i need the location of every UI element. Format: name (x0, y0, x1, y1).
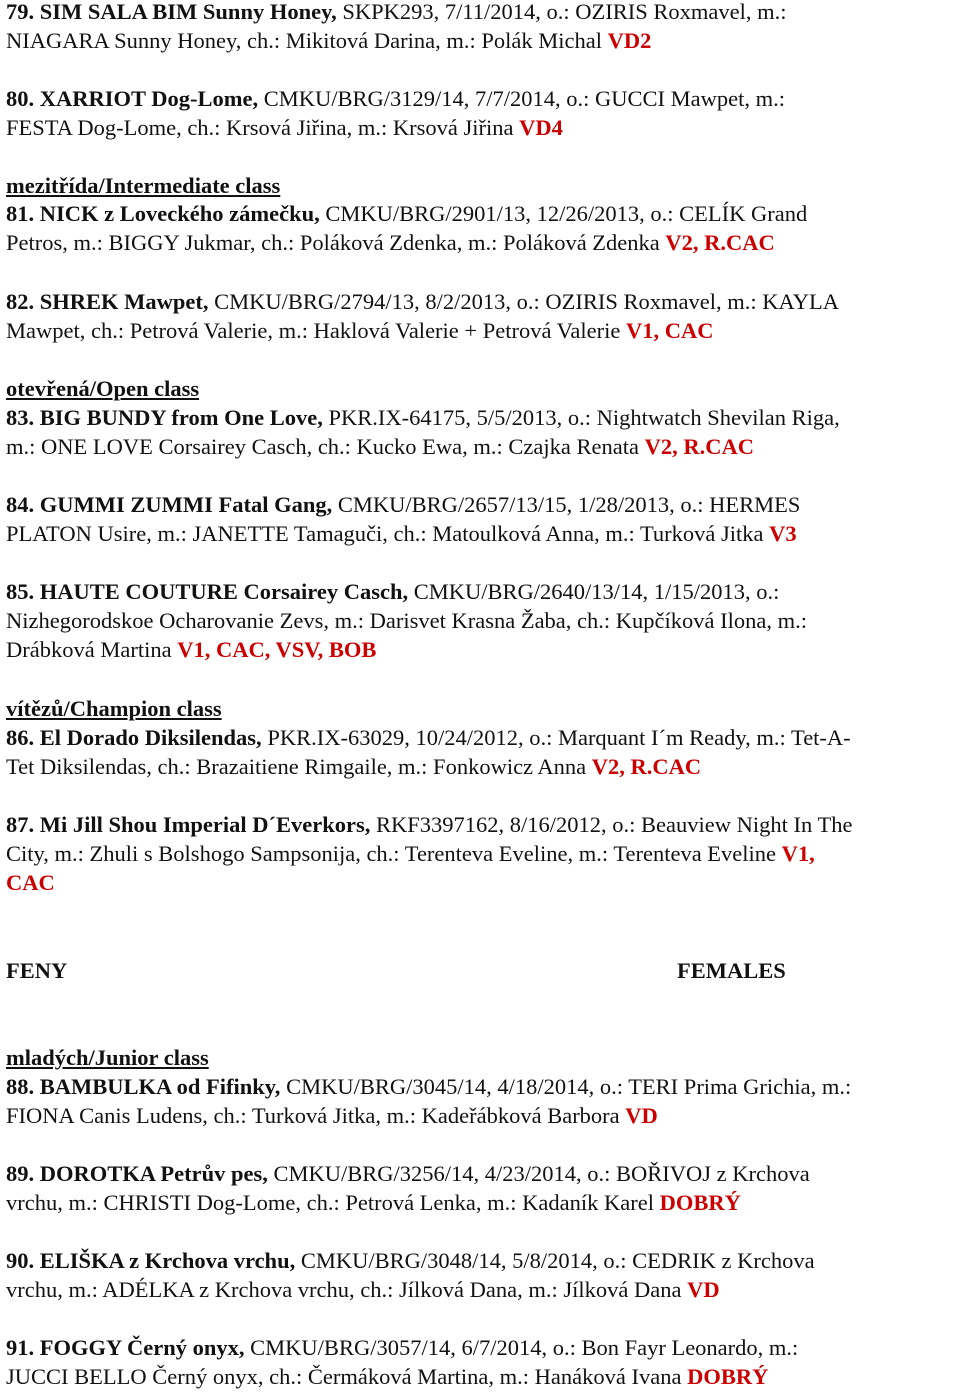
entry-87-line-1 (6, 810, 852, 839)
entry-details: CMKU/BRG/2901/13, 12/26/2013, o.: CELÍK Grand (319, 201, 808, 226)
entry-details: vrchu, m.: CHRISTI Dog-Lome, ch.: Petrová Lenka, m.: Kadaník Karel (6, 1190, 660, 1215)
entry-details: m.: ONE LOVE Corsairey Casch, ch.: Kucko Ewa, m.: Czajka Renata (6, 434, 645, 459)
dog-name: ELIŠKA z Krchova vrchu, (39, 1248, 296, 1273)
entry-details: CMKU/BRG/2640/13/14, 1/15/2013, o.: (408, 579, 780, 604)
entry-88-line-2 (6, 1101, 658, 1130)
entry-80-line-1 (6, 84, 785, 113)
dog-name: GUMMI ZUMMI Fatal Gang, (39, 492, 333, 517)
result-badge: V2, R.CAC (644, 434, 754, 459)
result-badge: V1, (781, 841, 815, 866)
entry-85-line-3 (6, 635, 376, 664)
entry-details: CMKU/BRG/3057/14, 6/7/2014, o.: Bon Fayr Leonardo, m.: (244, 1335, 799, 1360)
entry-number: 86. (6, 725, 35, 750)
entry-90-line-1 (6, 1246, 815, 1275)
result-badge: VD2 (607, 28, 652, 53)
dog-name: NICK z Loveckého zámečku, (39, 201, 320, 226)
entry-89-line-2 (6, 1188, 741, 1217)
entry-85-line-2 (6, 606, 807, 635)
dog-name: XARRIOT Dog-Lome, (39, 86, 259, 111)
entry-83-line-2 (6, 432, 754, 461)
dog-name: HAUTE COUTURE Corsairey Casch, (39, 579, 409, 604)
dog-name: FOGGY Černý onyx, (39, 1335, 245, 1360)
entry-84-line-2 (6, 519, 797, 548)
result-badge: V1, CAC (626, 318, 714, 343)
entry-details: NIAGARA Sunny Honey, ch.: Mikitová Darina, m.: Polák Michal (6, 28, 608, 53)
class-heading-junior: mladých/Junior class (6, 1045, 209, 1070)
entry-details: Tet Diksilendas, ch.: Brazaitiene Rimgaile, m.: Fonkowicz Anna (6, 754, 592, 779)
entry-number: 87. (6, 812, 35, 837)
result-badge: V2, R.CAC (665, 230, 775, 255)
entry-details: FESTA Dog-Lome, ch.: Krsová Jiřina, m.: Krsová Jiřina (6, 115, 520, 140)
entry-number: 84. (6, 492, 35, 517)
entry-number: 83. (6, 405, 35, 430)
result-badge: DOBRÝ (659, 1190, 741, 1215)
entry-details: PKR.IX-64175, 5/5/2013, o.: Nightwatch Shevilan Riga, (322, 405, 840, 430)
entry-88-line-1 (6, 1072, 851, 1101)
entry-85-line-1 (6, 577, 779, 606)
class-heading-intermediate: mezitřída/Intermediate class (6, 173, 281, 198)
dog-name: BIG BUNDY from One Love, (39, 405, 323, 430)
result-badge: VD4 (519, 115, 563, 140)
entry-number: 88. (6, 1074, 35, 1099)
entry-number: 82. (6, 289, 35, 314)
entry-details: JUCCI BELLO Černý onyx, ch.: Čermáková Martina, m.: Hanáková Ivana (6, 1364, 688, 1389)
entry-details: City, m.: Zhuli s Bolshogo Sampsonija, ch.: Terenteva Eveline, m.: Terenteva Eveline (6, 841, 782, 866)
result-badge: DOBRÝ (687, 1364, 769, 1389)
entry-86-line-2 (6, 752, 701, 781)
entry-84-line-1 (6, 490, 800, 519)
entry-details: FIONA Canis Ludens, ch.: Turková Jitka, m.: Kadeřábková Barbora (6, 1103, 626, 1128)
entry-details: CMKU/BRG/2657/13/15, 1/28/2013, o.: HERMES (332, 492, 801, 517)
section-title-feny: FENY (6, 958, 68, 983)
entry-details: CMKU/BRG/3048/14, 5/8/2014, o.: CEDRIK z Krchova (295, 1248, 815, 1273)
entry-details: Nizhegorodskoe Ocharovanie Zevs, m.: Darisvet Krasna Žaba, ch.: Kupčíková Ilona, m.: (6, 608, 807, 633)
entry-details: PLATON Usire, m.: JANETTE Tamaguči, ch.: Matoulková Anna, m.: Turková Jitka (6, 521, 770, 546)
entry-details: CMKU/BRG/3045/14, 4/18/2014, o.: TERI Prima Grichia, m.: (280, 1074, 852, 1099)
entry-details: CMKU/BRG/3129/14, 7/7/2014, o.: GUCCI Mawpet, m.: (258, 86, 785, 111)
entry-86-line-1 (6, 723, 851, 752)
entry-82-line-2 (6, 316, 714, 345)
entry-91-line-2 (6, 1362, 768, 1391)
dog-name: SIM SALA BIM Sunny Honey, (39, 0, 337, 24)
entry-details: CMKU/BRG/3256/14, 4/23/2014, o.: BOŘIVOJ z Krchova (267, 1161, 810, 1186)
entry-91-line-1 (6, 1333, 798, 1362)
entry-details: vrchu, m.: ADÉLKA z Krchova vrchu, ch.: Jílková Dana, m.: Jílková Dana (6, 1277, 688, 1302)
entry-81-line-1 (6, 199, 807, 228)
entry-number: 90. (6, 1248, 35, 1273)
entry-87-line-3 (6, 868, 55, 897)
entry-details: Mawpet, ch.: Petrová Valerie, m.: Haklová Valerie + Petrová Valerie (6, 318, 627, 343)
entry-89-line-1 (6, 1159, 810, 1188)
entry-number: 79. (6, 0, 35, 24)
entry-details: RKF3397162, 8/16/2012, o.: Beauview Night In The (370, 812, 853, 837)
dog-name: El Dorado Diksilendas, (39, 725, 262, 750)
entry-80-line-2 (6, 113, 563, 142)
entry-87-line-2 (6, 839, 815, 868)
entry-details: SKPK293, 7/11/2014, o.: OZIRIS Roxmavel, m.: (336, 0, 787, 24)
entry-number: 89. (6, 1161, 35, 1186)
result-badge: V3 (769, 521, 797, 546)
entry-number: 80. (6, 86, 35, 111)
result-badge: CAC (6, 870, 55, 895)
entry-83-line-1 (6, 403, 840, 432)
entry-details: CMKU/BRG/2794/13, 8/2/2013, o.: OZIRIS Roxmavel, m.: KAYLA (208, 289, 839, 314)
result-badge: V2, R.CAC (591, 754, 702, 779)
section-title-females: FEMALES (677, 958, 786, 983)
dog-name: SHREK Mawpet, (39, 289, 209, 314)
entry-79-line-1 (6, 0, 787, 26)
result-badge: VD (687, 1277, 720, 1302)
entry-81-line-2 (6, 228, 775, 257)
entry-number: 91. (6, 1335, 35, 1360)
entry-number: 81. (6, 201, 35, 226)
class-heading-open: otevřená/Open class (6, 376, 200, 401)
dog-name: BAMBULKA od Fifinky, (39, 1074, 281, 1099)
result-badge: V1, CAC, VSV, BOB (177, 637, 377, 662)
entry-details: Petros, m.: BIGGY Jukmar, ch.: Poláková Zdenka, m.: Poláková Zdenka (6, 230, 666, 255)
entry-number: 85. (6, 579, 35, 604)
dog-name: DOROTKA Petrův pes, (39, 1161, 268, 1186)
entry-79-line-2 (6, 26, 651, 55)
entry-90-line-2 (6, 1275, 720, 1304)
dog-name: Mi Jill Shou Imperial D´Everkors, (39, 812, 371, 837)
entry-details: PKR.IX-63029, 10/24/2012, o.: Marquant I´m Ready, m.: Tet-A- (261, 725, 851, 750)
entry-details: Drábková Martina (6, 637, 178, 662)
class-heading-champion: vítězů/Champion class (6, 696, 222, 721)
result-badge: VD (625, 1103, 658, 1128)
entry-82-line-1 (6, 287, 839, 316)
